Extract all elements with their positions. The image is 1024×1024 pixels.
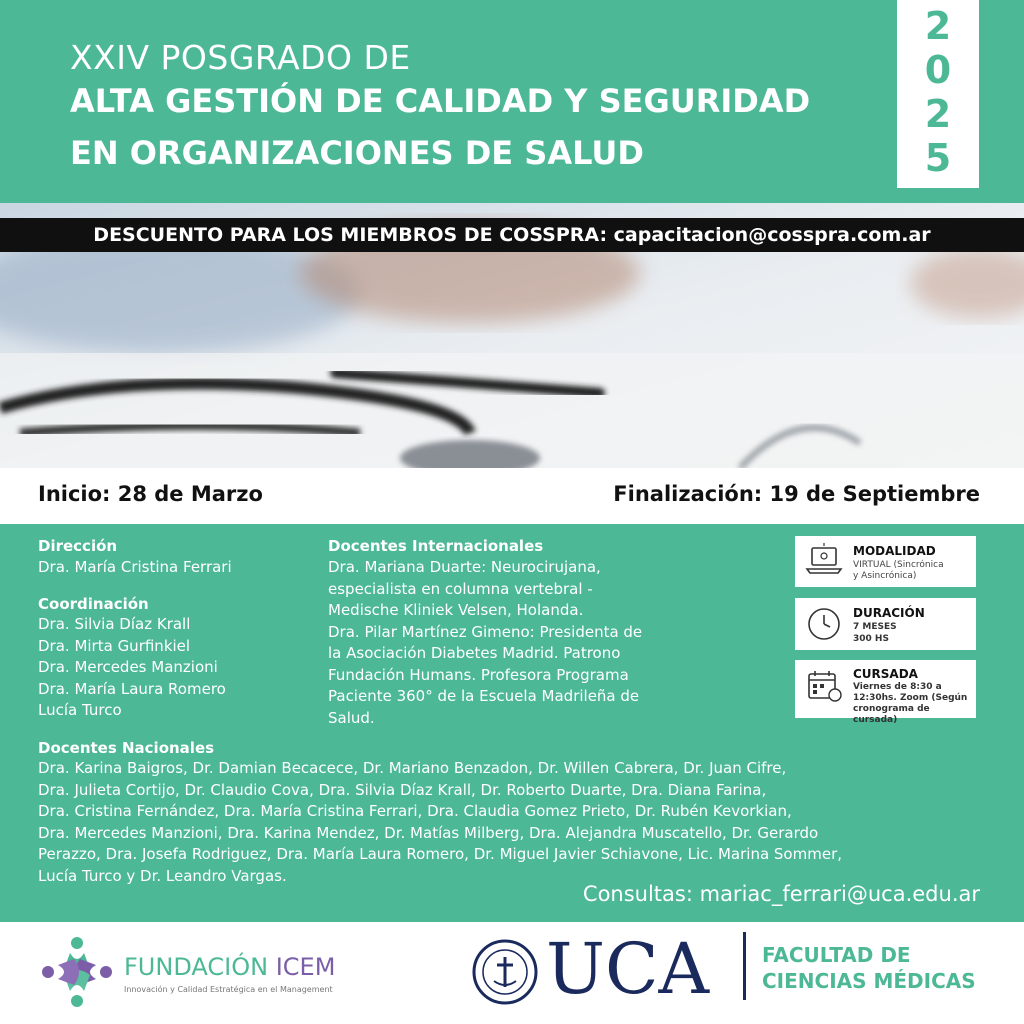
- internacionales-line: Paciente 360° de la Escuela Madrileña de: [328, 687, 640, 705]
- nacionales-line: Dra. Cristina Fernández, Dra. María Cristina Ferrari, Dra. Claudia Gomez Prieto, Dr. Rubén Kevorkian,: [38, 802, 792, 820]
- year-digit: 2: [924, 4, 952, 48]
- icem-tagline: Innovación y Calidad Estratégica en el Management: [124, 985, 333, 994]
- direccion-name: Dra. María Cristina Ferrari: [38, 558, 232, 576]
- nacionales-heading: Docentes Nacionales: [38, 739, 215, 757]
- coordinacion-name: Dra. Silvia Díaz Krall: [38, 615, 191, 633]
- coordinacion-name: Dra. María Laura Romero: [38, 679, 226, 698]
- title-line-1: XXIV POSGRADO DE: [70, 38, 411, 77]
- start-date: Inicio: 28 de Marzo: [38, 482, 263, 506]
- coordinacion-name: Lucía Turco: [38, 701, 122, 719]
- end-date: Finalización: 19 de Septiembre: [613, 482, 980, 506]
- coordinacion-name: Dra. Mercedes Manzioni: [38, 658, 218, 676]
- nacionales-line: Dra. Mercedes Manzioni, Dra. Karina Mendez, Dr. Matías Milberg, Dra. Alejandra Muscatello, Dr. Gerardo: [38, 823, 819, 842]
- clock-icon: [805, 605, 843, 643]
- cursada-sub: cronograma de cursada): [853, 704, 930, 725]
- internacionales-line: Fundación Humans. Profesora Programa: [328, 665, 629, 684]
- nacionales-line: Perazzo, Dra. Josefa Rodriguez, Dra. María Laura Romero, Dr. Miguel Javier Schiavone, Lic. Marina Sommer,: [38, 845, 843, 863]
- internacionales-line: especialista en columna vertebral -: [328, 579, 593, 598]
- icem-name-part: FUNDACIÓN: [124, 953, 276, 981]
- cursada-title: CURSADA: [853, 667, 918, 681]
- modalidad-card: [795, 536, 976, 587]
- direccion-heading: Dirección: [38, 537, 118, 555]
- nacionales-list: [38, 758, 842, 887]
- year-box: [897, 0, 979, 188]
- internacionales-line: la Asociación Diabetes Madrid. Patrono: [328, 644, 621, 662]
- icem-logo-icon: [40, 935, 114, 1007]
- duracion-card: [795, 598, 976, 650]
- modalidad-title: MODALIDAD: [853, 544, 936, 558]
- duracion-sub: 300 HS: [853, 634, 889, 644]
- consultas-email[interactable]: Consultas: mariac_ferrari@uca.edu.ar: [582, 882, 980, 906]
- fcm-label: [762, 942, 976, 994]
- internacionales-line: Dra. Pilar Martínez Gimeno: Presidenta de: [328, 622, 643, 641]
- coordinacion-name: Dra. Mirta Gurfinkiel: [38, 636, 191, 655]
- fcm-line: CIENCIAS MÉDICAS: [762, 969, 976, 993]
- icem-name-part: ICEM: [275, 953, 336, 981]
- internacionales-list: [328, 557, 642, 729]
- coordinacion-heading: Coordinación: [38, 595, 149, 613]
- year-digit: 5: [924, 136, 952, 180]
- cursada-card: [795, 660, 976, 725]
- nacionales-line: Dra. Karina Baigros, Dr. Damian Becacece, Dr. Mariano Benzadon, Dr. Willen Cabrera, Dr. Juan Cifre,: [38, 759, 787, 777]
- internacionales-heading: Docentes Internacionales: [328, 537, 544, 555]
- year-digit: 0: [924, 48, 952, 92]
- fcm-line: FACULTAD DE: [762, 943, 911, 967]
- internacionales-line: Salud.: [328, 708, 375, 727]
- discount-banner: [0, 218, 1024, 252]
- internacionales-line: Dra. Mariana Duarte: Neurocirujana,: [328, 558, 601, 576]
- uca-seal-icon: [470, 937, 540, 1007]
- title-line-3: EN ORGANIZACIONES DE SALUD: [70, 134, 644, 172]
- discount-label: DESCUENTO PARA LOS MIEMBROS DE COSSPRA:: [93, 224, 608, 246]
- icem-name: [124, 953, 335, 981]
- cursada-sub: Viernes de 8:30 a: [853, 682, 942, 692]
- cursada-sub: 12:30hs. Zoom (Según: [853, 693, 968, 703]
- title-line-2: ALTA GESTIÓN DE CALIDAD Y SEGURIDAD: [70, 82, 811, 120]
- footer-divider: [743, 932, 746, 1000]
- uca-wordmark: UCA: [546, 928, 710, 1010]
- laptop-icon: [805, 542, 843, 578]
- nacionales-line: Dra. Julieta Cortijo, Dr. Claudio Cova, Dra. Silvia Díaz Krall, Dr. Roberto Duarte, Dra. Diana Farina,: [38, 780, 767, 799]
- calendar-icon: [805, 668, 843, 704]
- internacionales-line: Medische Kliniek Velsen, Holanda.: [328, 601, 584, 619]
- duracion-sub: 7 MESES: [853, 622, 897, 632]
- modalidad-sub: VIRTUAL (Sincrónica: [853, 560, 944, 570]
- duracion-title: DURACIÓN: [853, 606, 925, 620]
- coordinacion-list: [38, 614, 226, 722]
- nacionales-line: Lucía Turco y Dr. Leandro Vargas.: [38, 866, 287, 885]
- modalidad-sub: y Asincrónica): [853, 571, 917, 581]
- year-digit: 2: [924, 92, 952, 136]
- discount-email[interactable]: capacitacion@cosspra.com.ar: [613, 224, 931, 246]
